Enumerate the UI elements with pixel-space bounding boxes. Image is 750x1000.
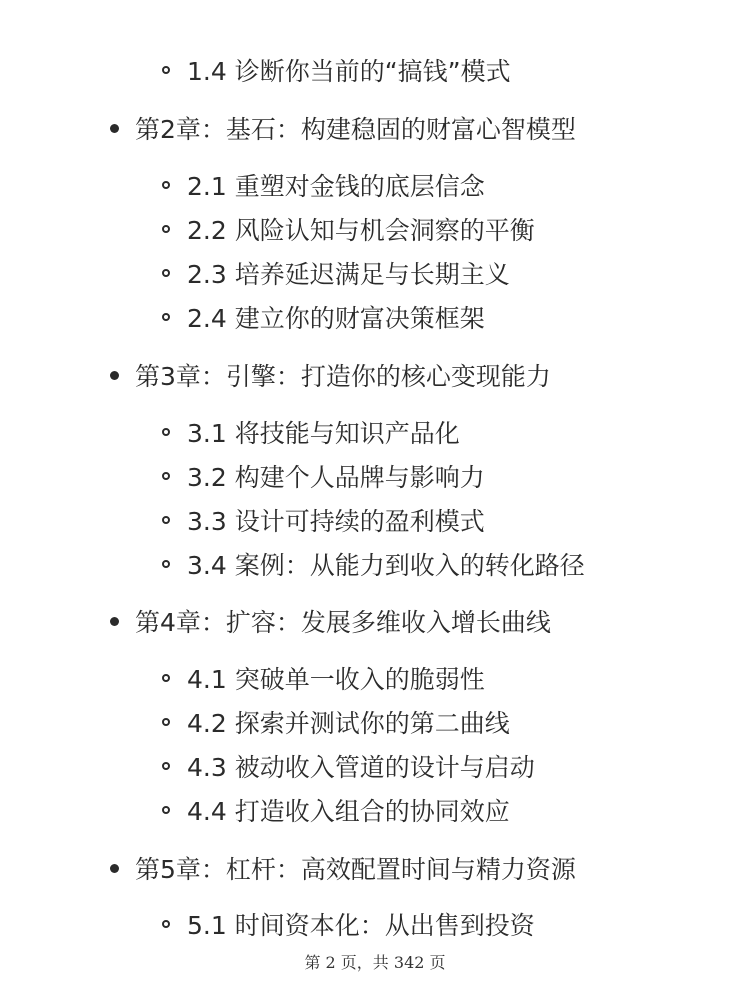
hollow-bullet-icon [162, 428, 170, 436]
toc-item-text: 2.2 风险认知与机会洞察的平衡 [187, 216, 535, 245]
toc-item-text: 1.4 诊断你当前的“搞钱”模式 [187, 57, 511, 86]
hollow-bullet-icon [162, 313, 170, 321]
toc-item-text: 3.3 设计可持续的盈利模式 [187, 507, 485, 536]
toc-section-item [162, 792, 510, 828]
toc-item-text: 2.3 培养延迟满足与长期主义 [187, 260, 510, 289]
toc-item-text: 4.1 突破单一收入的脆弱性 [187, 665, 485, 694]
toc-item-text: 第5章：杠杆：高效配置时间与精力资源 [135, 855, 576, 884]
toc-section-item [162, 458, 485, 494]
toc-section-item [162, 546, 585, 582]
hollow-bullet-icon [162, 225, 170, 233]
toc-item-text: 2.4 建立你的财富决策框架 [187, 304, 485, 333]
bullet-icon [110, 371, 119, 380]
toc-item-text: 5.1 时间资本化：从出售到投资 [187, 911, 535, 940]
hollow-bullet-icon [162, 181, 170, 189]
toc-section-item [162, 502, 485, 538]
toc-section-item [162, 748, 535, 784]
hollow-bullet-icon [162, 269, 170, 277]
hollow-bullet-icon [162, 516, 170, 524]
toc-section-item [162, 167, 485, 203]
page-number-footer: 第 2 页，共 342 页 [304, 953, 446, 972]
toc-chapter-item [110, 357, 551, 393]
toc-section-item [162, 255, 510, 291]
toc-chapter-item [110, 110, 576, 146]
toc-section-item [162, 906, 535, 942]
toc-item-text: 4.2 探索并测试你的第二曲线 [187, 709, 510, 738]
hollow-bullet-icon [162, 472, 170, 480]
toc-section-item [162, 414, 460, 450]
toc-section-item [162, 211, 535, 247]
hollow-bullet-icon [162, 718, 170, 726]
hollow-bullet-icon [162, 66, 170, 74]
hollow-bullet-icon [162, 560, 170, 568]
toc-item-text: 4.4 打造收入组合的协同效应 [187, 797, 510, 826]
toc-item-text: 第2章：基石：构建稳固的财富心智模型 [135, 115, 576, 144]
bullet-icon [110, 617, 119, 626]
toc-section-item [162, 299, 485, 335]
bullet-icon [110, 864, 119, 873]
hollow-bullet-icon [162, 674, 170, 682]
toc-item-text: 第4章：扩容：发展多维收入增长曲线 [135, 608, 551, 637]
toc-item-text: 第3章：引擎：打造你的核心变现能力 [135, 362, 551, 391]
toc-chapter-item [110, 603, 551, 639]
hollow-bullet-icon [162, 920, 170, 928]
toc-item-text: 2.1 重塑对金钱的底层信念 [187, 172, 485, 201]
toc-section-item [162, 52, 511, 88]
toc-item-text: 4.3 被动收入管道的设计与启动 [187, 753, 535, 782]
toc-item-text: 3.2 构建个人品牌与影响力 [187, 463, 485, 492]
toc-section-item [162, 660, 485, 696]
hollow-bullet-icon [162, 762, 170, 770]
toc-item-text: 3.4 案例：从能力到收入的转化路径 [187, 551, 585, 580]
hollow-bullet-icon [162, 806, 170, 814]
bullet-icon [110, 124, 119, 133]
toc-section-item [162, 704, 510, 740]
toc-item-text: 3.1 将技能与知识产品化 [187, 419, 460, 448]
toc-chapter-item [110, 850, 576, 886]
